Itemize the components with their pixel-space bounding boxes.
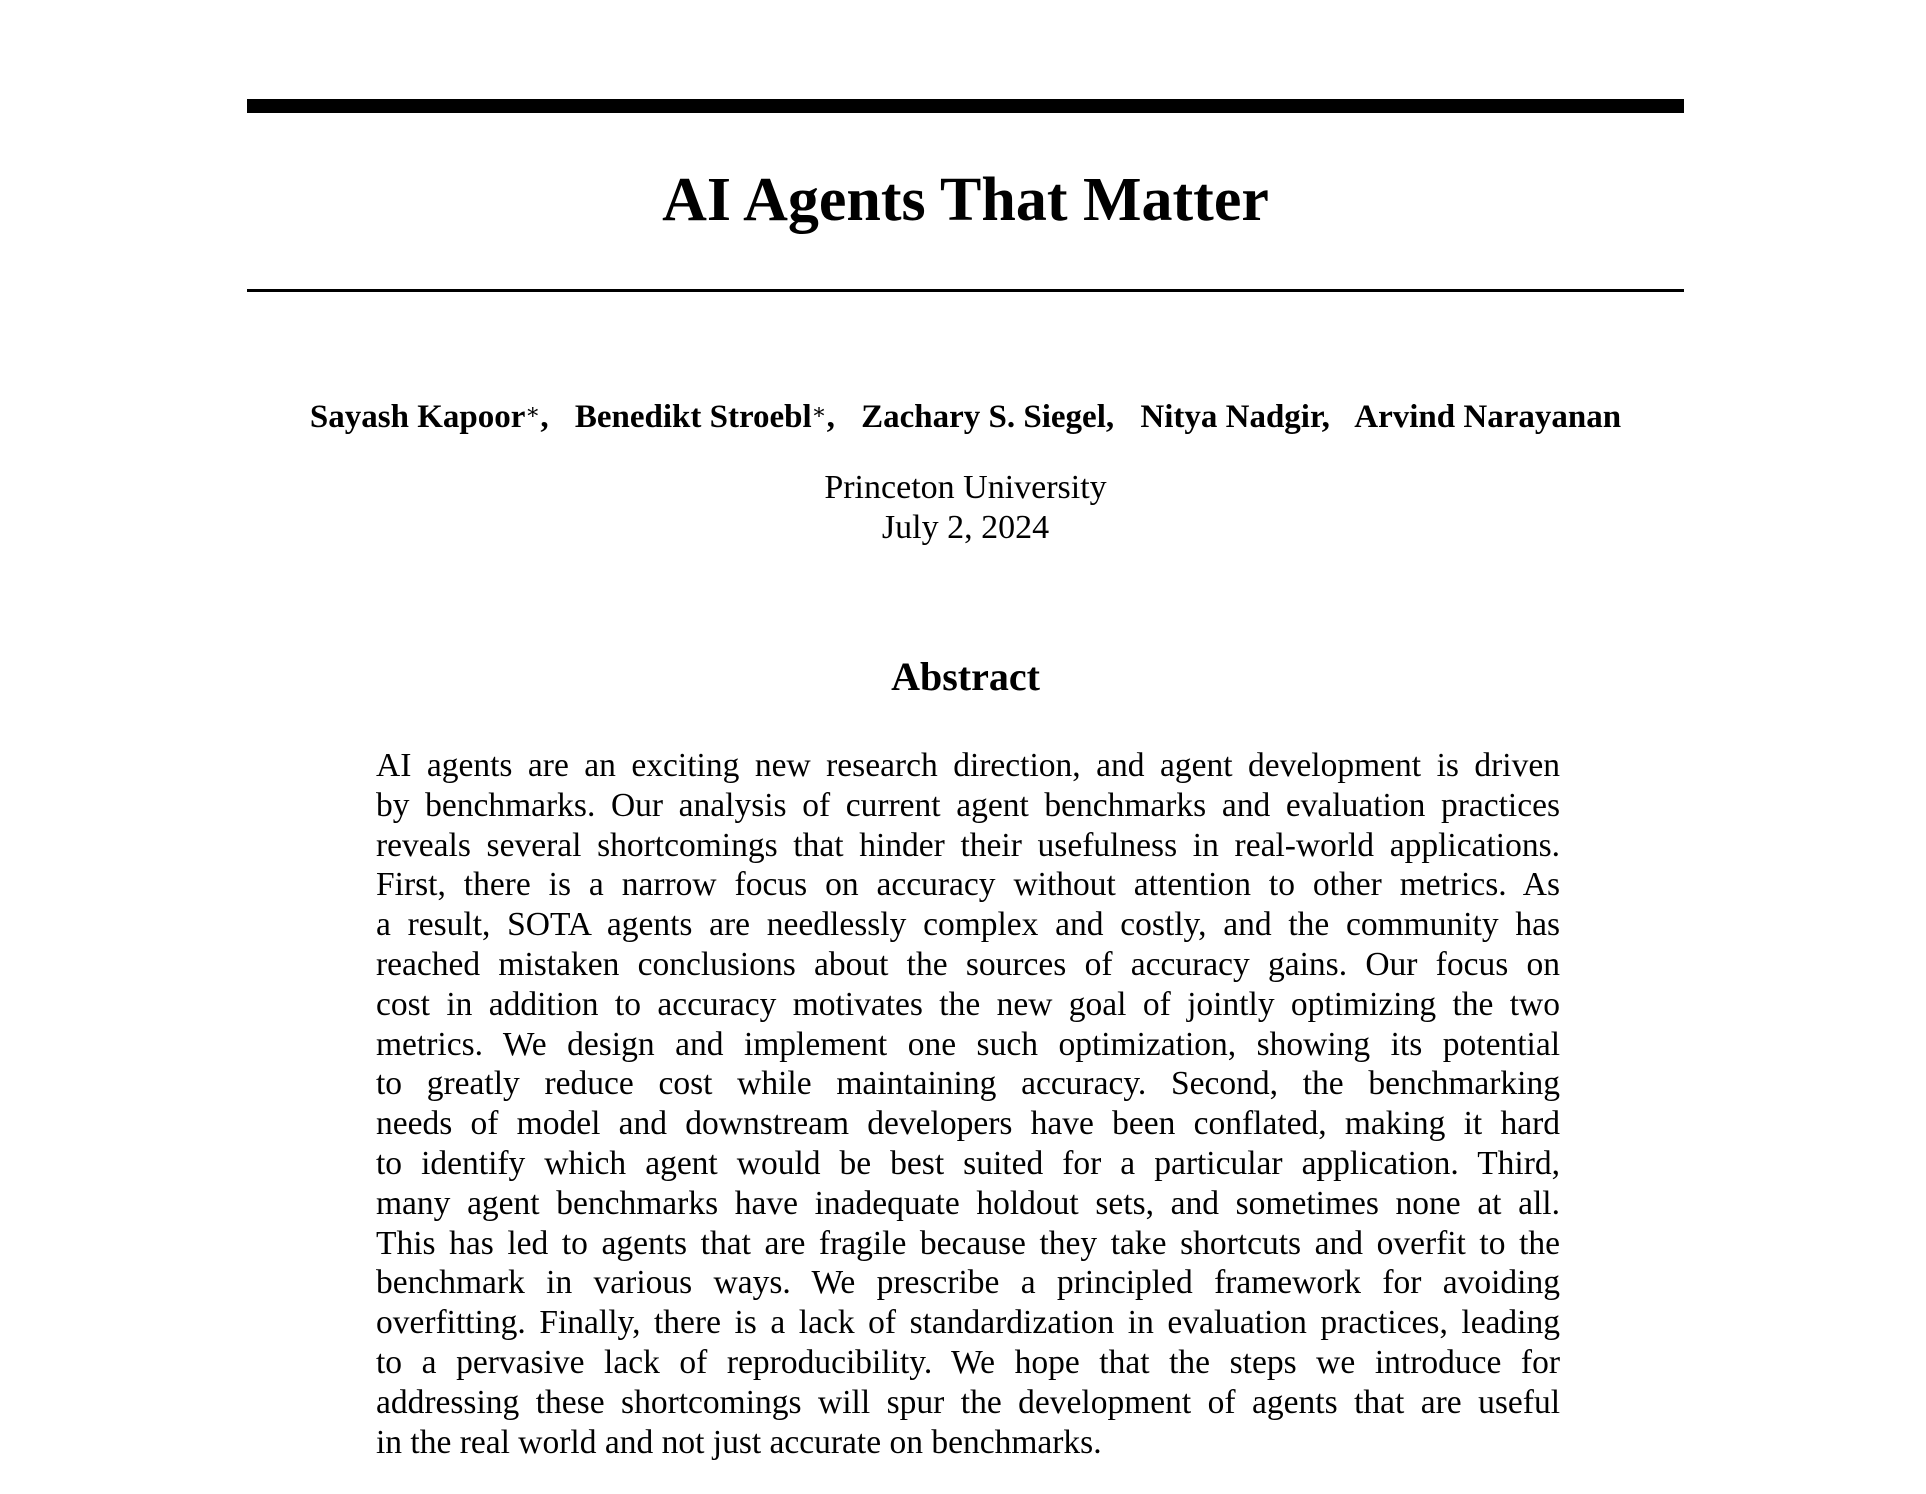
abstract-line: to greatly reduce cost while maintaining accuracy. Second, the benchmarking [376, 1065, 1560, 1103]
abstract-line: AI agents are an exciting new research direction, and agent development is driven [376, 747, 1560, 784]
author [1140, 399, 1329, 435]
abstract-line: reached mistaken conclusions about the sources of accuracy gains. Our focus on [376, 945, 1560, 983]
equal-contribution-mark: ∗ [811, 399, 827, 424]
abstract-line: metrics. We design and implement one such optimization, showing its potential [376, 1025, 1560, 1063]
abstract-line: cost in addition to accuracy motivates the new goal of jointly optimizing the two [376, 985, 1560, 1023]
abstract-body [376, 746, 1560, 1462]
affiliation: Princeton University [824, 469, 1107, 506]
abstract-line: benchmark in various ways. We prescribe a principled framework for avoiding [376, 1264, 1560, 1302]
abstract-line: a result, SOTA agents are needlessly complex and costly, and the community has [376, 906, 1560, 944]
abstract-line: reveals several shortcomings that hinder their usefulness in real-world applications. [376, 826, 1560, 864]
author-name: Sayash Kapoor [309, 399, 526, 435]
equal-contribution-mark: ∗ [525, 399, 541, 424]
abstract-line: many agent benchmarks have inadequate holdout sets, and sometimes none at all. [376, 1184, 1560, 1222]
author-separator: , [1321, 399, 1330, 435]
author-separator: , [540, 399, 549, 435]
author-name: Benedikt Stroebl [574, 399, 812, 435]
author-name: Arvind Narayanan [1354, 399, 1622, 435]
abstract-line: needs of model and downstream developers have been conflated, making it hard [376, 1105, 1560, 1143]
abstract-line: First, there is a narrow focus on accuracy without attention to other metrics. As [376, 866, 1560, 904]
author [861, 399, 1114, 435]
abstract-line: to identify which agent would be best suited for a particular application. Third, [376, 1144, 1560, 1182]
author-name: Zachary S. Siegel [861, 399, 1106, 435]
abstract-line: by benchmarks. Our analysis of current agent benchmarks and evaluation practices [376, 786, 1560, 824]
author-separator: , [1105, 399, 1115, 435]
publication-date: July 2, 2024 [881, 509, 1050, 546]
author-list [247, 388, 1684, 441]
abstract-line: in the real world and not just accurate on benchmarks. [376, 1423, 1102, 1461]
paper-title: AI Agents That Matter [662, 166, 1269, 234]
author-name: Nitya Nadgir [1140, 399, 1322, 435]
abstract-line: addressing these shortcomings will spur the development of agents that are useful [376, 1383, 1560, 1421]
author [1354, 399, 1621, 435]
abstract-line: overfitting. Finally, there is a lack of standardization in evaluation practices, leading [376, 1304, 1560, 1342]
author [575, 399, 835, 435]
title-rule-top [247, 99, 1684, 113]
author [310, 399, 549, 435]
author-separator: , [826, 399, 835, 435]
title-rule-bottom [247, 289, 1684, 292]
abstract-line: This has led to agents that are fragile because they take shortcuts and overfit to the [376, 1224, 1560, 1262]
abstract-heading: Abstract [891, 654, 1040, 699]
abstract-line: to a pervasive lack of reproducibility. We hope that the steps we introduce for [376, 1343, 1560, 1381]
